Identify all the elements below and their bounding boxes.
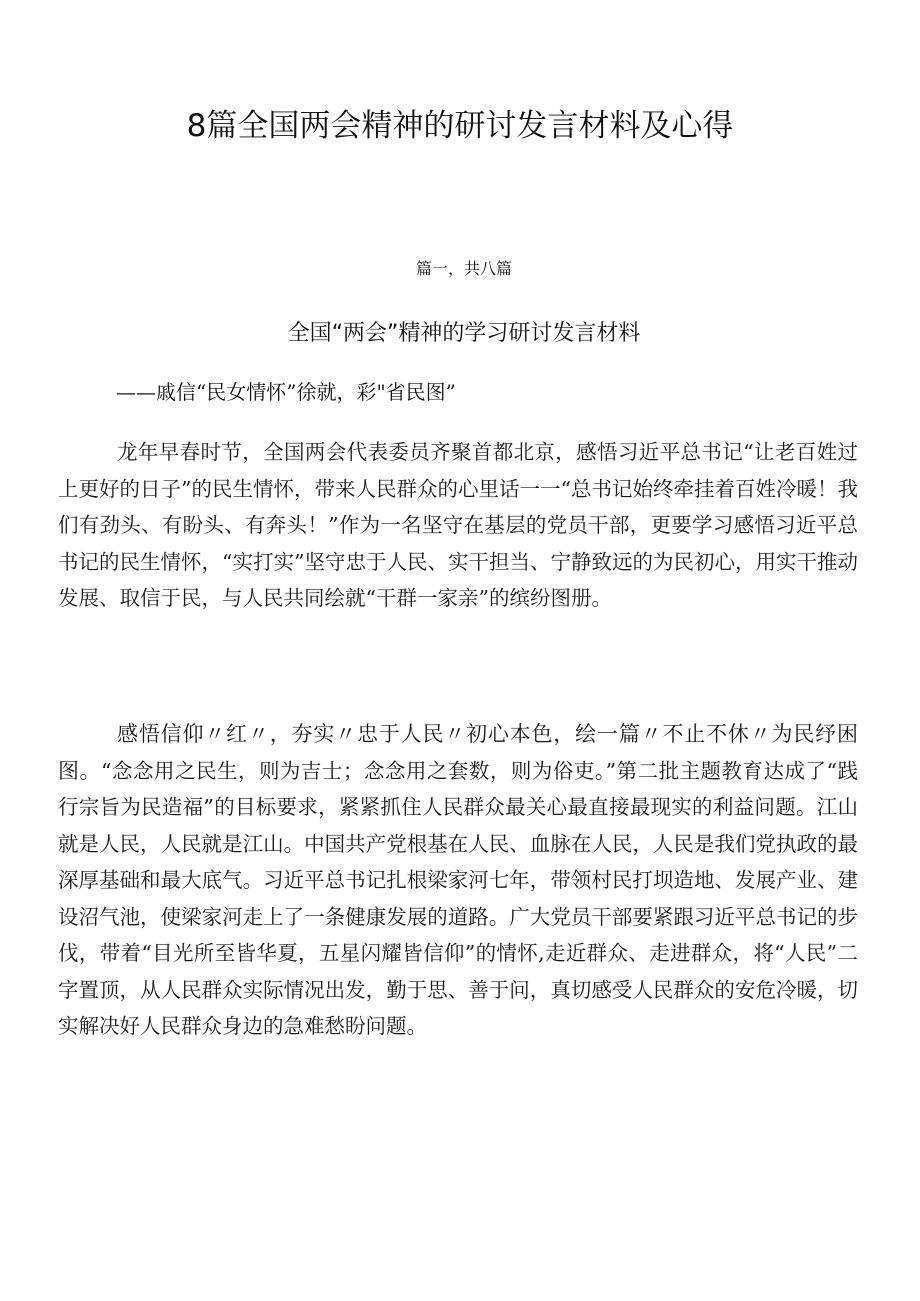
paragraph-2-text: “念念用之民生，则为吉士；念念用之套数，则为俗吏。”第二批主题教育达成了“践行宗旨为民造福”的目标要求，紧紧抓住人民群众最关心最直接最现实的利益问题。江山就是人民，人民就是江山。中国共产党根基在人民、血脉在人民，人民是我们党执政的最深厚基础和最大底气。习近平总书记扎根梁家河七年，带领村民打坝造地、发展产业、建设沼气池，使梁家河走上了一条健康发展的道路。广大党员干部要紧跟习近平总书记的步伐，带着“目光所至皆华夏，五星闪耀皆信仰”的情怀,走近群众、走进群众，将“人民”二字置顶，从人民群众实际情况出发，勤于思、善于问，真切感受人民群众的安危冷暖，切实解决好人民群众身边的急难愁盼问题。 bbox=[58, 758, 858, 1038]
paragraph-1-text: 龙年早春时节，全国两会代表委员齐聚首都北京，感悟习近平总书记“让老百姓过上更好的日子”的民生情怀，带来人民群众的心里话一一“总书记始终牵挂着百姓冷暖！我们有劲头、有盼头、有奔头！”作为一名坚守在基层的党员干部，更要学习感悟习近平总书记的民生情怀，“实打实”坚守忠于人民、实干担当、宁静致远的为民初心，用实干推动发展、取信于民，与人民共同绘就“干群一家亲”的缤纷图册。 bbox=[58, 440, 858, 610]
paragraph-1 bbox=[58, 434, 858, 617]
section-label: 篇一，共八篇 bbox=[415, 259, 512, 278]
paragraph-2-lead: 感悟信仰〃红〃，夯实〃忠于人民〃初心本色，绘一篇〃不止不休〃为民纾困图。 bbox=[58, 722, 858, 783]
paragraph-2 bbox=[58, 716, 858, 1045]
section-subtitle: ——戚信“民女情怀”徐就，彩"省民图” bbox=[116, 380, 456, 404]
document-title: 8篇全国两会精神的研讨发言材料及心得 bbox=[186, 108, 734, 144]
section-title: 全国“两会”精神的学习研讨发言材料 bbox=[287, 321, 641, 346]
